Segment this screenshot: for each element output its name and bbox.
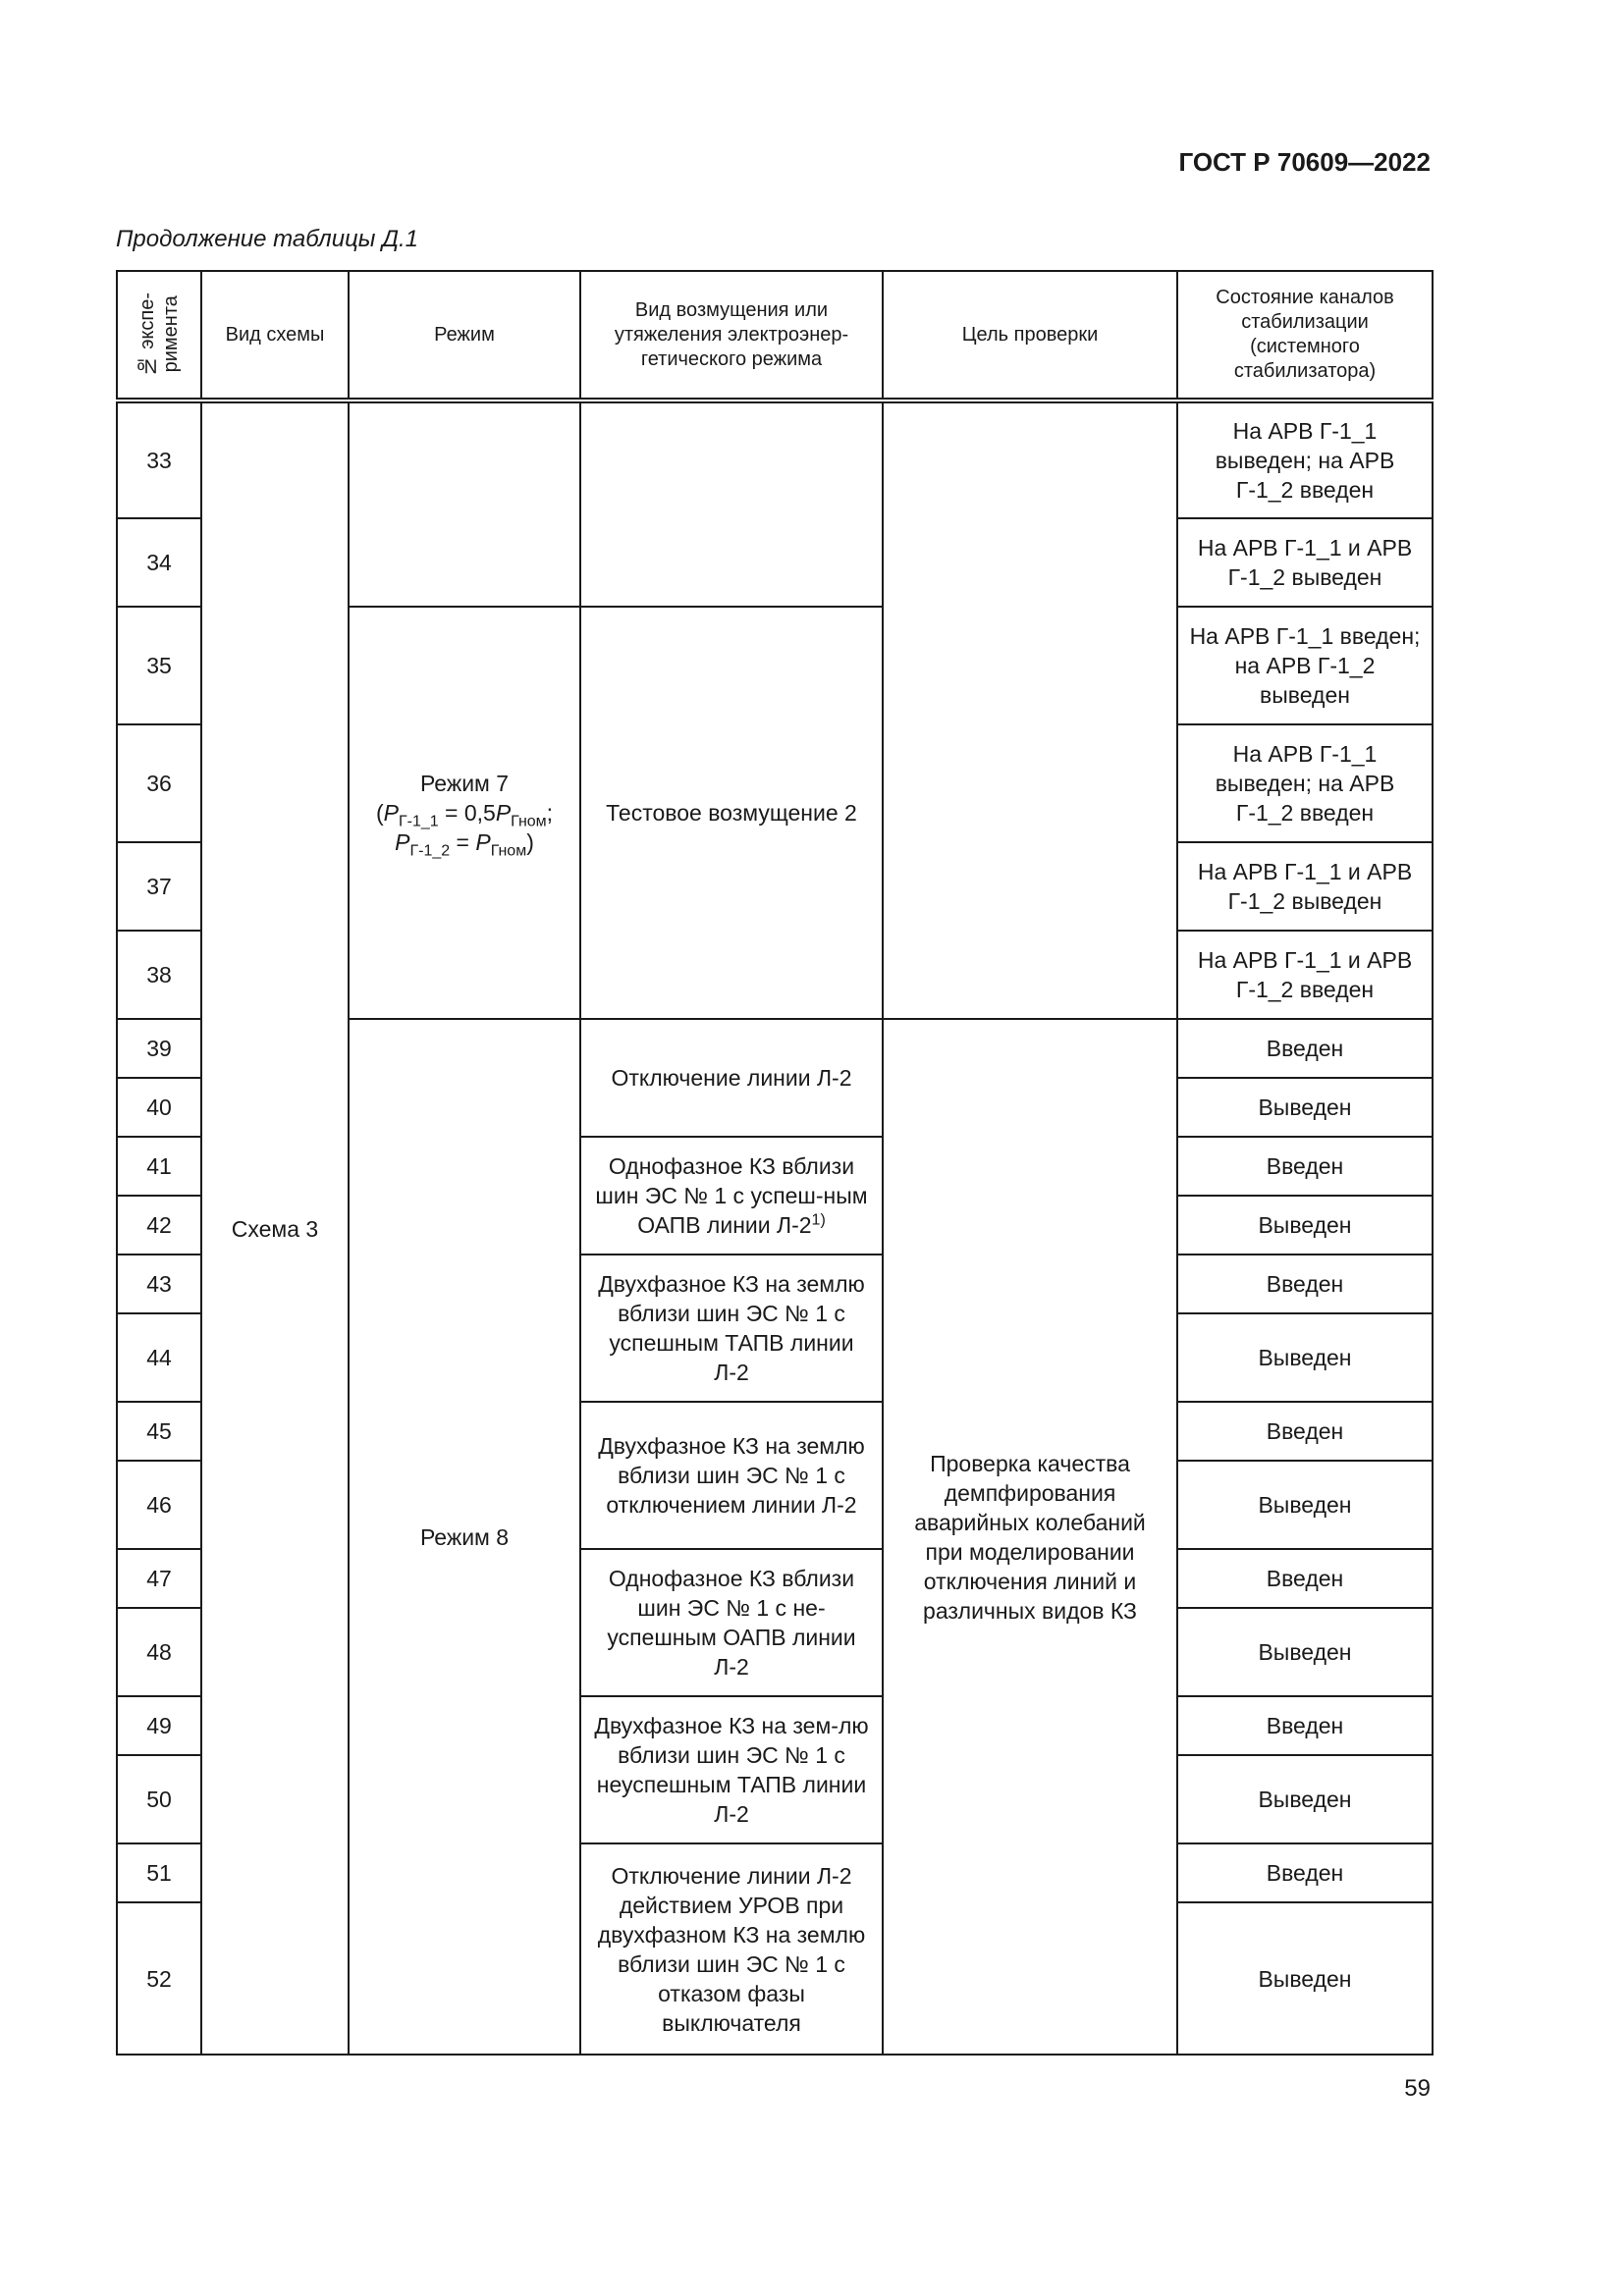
experiment-number: 37 — [117, 842, 201, 931]
stabilizer-state: Выведен — [1177, 1902, 1433, 2055]
disturbance-cell: Отключение линии Л-2 действием УРОВ при двухфазном КЗ на землю вблизи шин ЭС № 1 с отказом фазы выключателя — [580, 1843, 883, 2055]
stabilizer-state: Введен — [1177, 1402, 1433, 1461]
disturbance-cell: Двухфазное КЗ на зем-лю вблизи шин ЭС № 1 с неуспешным ТАПВ линии Л-2 — [580, 1696, 883, 1843]
stabilizer-state: Введен — [1177, 1549, 1433, 1608]
mode-7-formula-line-1: ($P_{Г-1\_1} = 0,5P_{Гном}$; — [375, 800, 554, 830]
experiment-number: 38 — [117, 931, 201, 1019]
document-id: ГОСТ Р 70609—2022 — [1178, 147, 1431, 177]
stabilizer-state: На АРВ Г-1_1 и АРВ Г-1_2 выведен — [1177, 518, 1433, 607]
stabilizer-state: Введен — [1177, 1843, 1433, 1902]
experiment-number: 35 — [117, 607, 201, 724]
experiment-number: 45 — [117, 1402, 201, 1461]
mode-7-formula-line-2: $P_{Г-1\_2} = P_{Гном}$) — [395, 829, 534, 860]
experiments-table — [116, 270, 1434, 2056]
stabilizer-state: Выведен — [1177, 1461, 1433, 1549]
experiment-number: 50 — [117, 1755, 201, 1843]
mode-cell-empty — [349, 400, 580, 607]
experiment-number: 33 — [117, 400, 201, 518]
col-header-scheme: Вид схемы — [201, 271, 349, 400]
stabilizer-state: На АРВ Г-1_1 выведен; на АРВ Г-1_2 введен — [1177, 724, 1433, 842]
col-header-mode: Режим — [349, 271, 580, 400]
disturbance-cell-empty — [580, 400, 883, 607]
col-header-stabilizer-state: Состояние каналов стабилизации (системного стабилизатора) — [1177, 271, 1433, 400]
mode-8-cell: Режим 8 — [349, 1019, 580, 2055]
disturbance-cell: Однофазное КЗ вблизи шин ЭС № 1 с успеш-ным ОАПВ линии Л-2$^{1)}$ — [580, 1137, 883, 1255]
stabilizer-state: Выведен — [1177, 1078, 1433, 1137]
col-header-disturbance: Вид возмущения или утяжеления электроэнер-гетического режима — [580, 271, 883, 400]
purpose-cell-empty — [883, 400, 1177, 1019]
experiment-number: 46 — [117, 1461, 201, 1549]
experiment-number: 52 — [117, 1902, 201, 2055]
experiment-number: 34 — [117, 518, 201, 607]
stabilizer-state: Выведен — [1177, 1755, 1433, 1843]
purpose-cell: Проверка качества демпфирования аварийных колебаний при моделировании отключения линий и различных видов КЗ — [883, 1019, 1177, 2055]
table-row — [117, 400, 1433, 518]
experiment-number: 43 — [117, 1255, 201, 1313]
disturbance-cell: Однофазное КЗ вблизи шин ЭС № 1 с не-успешным ОАПВ линии Л-2 — [580, 1549, 883, 1696]
stabilizer-state: Выведен — [1177, 1196, 1433, 1255]
page-number: 59 — [1404, 2075, 1431, 2102]
experiment-number: 41 — [117, 1137, 201, 1196]
stabilizer-state: Введен — [1177, 1255, 1433, 1313]
table-header-row — [117, 271, 1433, 400]
footnote-marker: 1) — [811, 1211, 826, 1229]
experiment-number: 44 — [117, 1313, 201, 1402]
experiment-number: 47 — [117, 1549, 201, 1608]
stabilizer-state: Выведен — [1177, 1313, 1433, 1402]
col-header-number: № экспе- римента — [117, 271, 201, 400]
test-disturbance-cell: Тестовое возмущение 2 — [580, 607, 883, 1019]
disturbance-cell: Отключение линии Л-2 — [580, 1019, 883, 1137]
experiment-number: 48 — [117, 1608, 201, 1696]
experiment-number: 42 — [117, 1196, 201, 1255]
stabilizer-state: На АРВ Г-1_1 введен; на АРВ Г-1_2 выведен — [1177, 607, 1433, 724]
col-header-purpose: Цель проверки — [883, 271, 1177, 400]
stabilizer-state: Выведен — [1177, 1608, 1433, 1696]
stabilizer-state: На АРВ Г-1_1 выведен; на АРВ Г-1_2 введен — [1177, 400, 1433, 518]
stabilizer-state: Введен — [1177, 1696, 1433, 1755]
experiment-number: 36 — [117, 724, 201, 842]
mode-7-cell — [349, 607, 580, 1019]
experiment-number: 39 — [117, 1019, 201, 1078]
experiment-number: 51 — [117, 1843, 201, 1902]
scheme-cell: Схема 3 — [201, 400, 349, 2055]
table-caption: Продолжение таблицы Д.1 — [116, 226, 419, 252]
experiment-number: 40 — [117, 1078, 201, 1137]
experiment-number: 49 — [117, 1696, 201, 1755]
stabilizer-state: Введен — [1177, 1019, 1433, 1078]
stabilizer-state: На АРВ Г-1_1 и АРВ Г-1_2 выведен — [1177, 842, 1433, 931]
disturbance-cell: Двухфазное КЗ на землю вблизи шин ЭС № 1 с отключением линии Л-2 — [580, 1402, 883, 1549]
mode-7-label: Режим 7 — [419, 771, 510, 796]
stabilizer-state: Введен — [1177, 1137, 1433, 1196]
stabilizer-state: На АРВ Г-1_1 и АРВ Г-1_2 введен — [1177, 931, 1433, 1019]
disturbance-cell: Двухфазное КЗ на землю вблизи шин ЭС № 1 с успешным ТАПВ линии Л-2 — [580, 1255, 883, 1402]
